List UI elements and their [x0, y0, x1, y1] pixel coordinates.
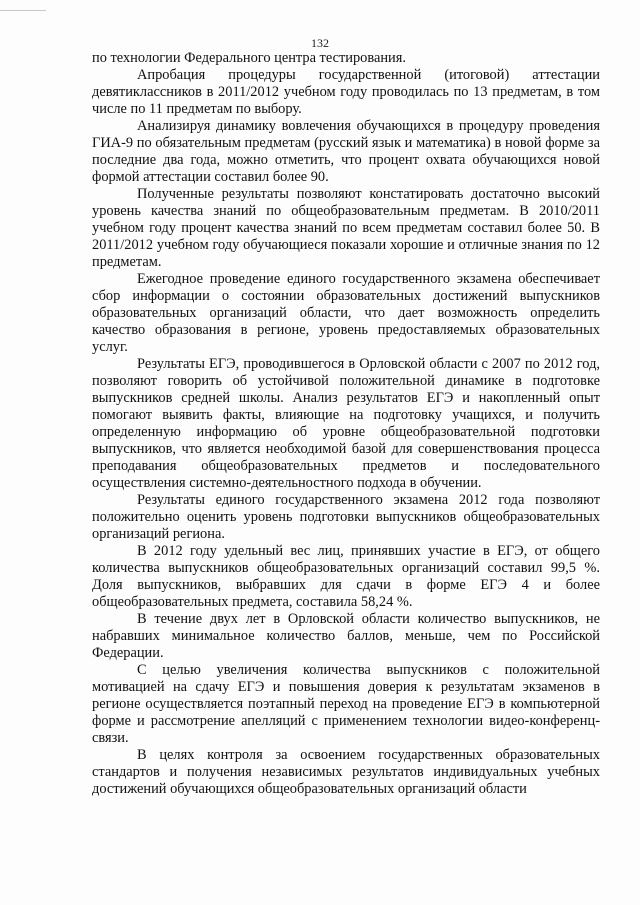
paragraph-ege-results-2007-2012: Результаты ЕГЭ, проводившегося в Орловской области с 2007 по 2012 год, позволяют говорить об устойчивой положительной динамике в подготовке выпускников средней школы. Анализ результатов ЕГЭ и накопленный опыт помогают выявить факты, влияющие на подготовку учащихся, и получить определенную информацию об уровне общеобразовательной подготовки выпускников, что является необходимой базой для совершенствования процесса преподавания общеобразовательных предметов и последовательного осуществления системно-деятельностного подхода в обучении. — [92, 356, 600, 491]
paragraph-gia9-approbation: Апробация процедуры государственной (итоговой) аттестации девятиклассников в 2011/2012 учебном году проводилась по 13 предметам, в том числе по 11 предметам по выбору. — [92, 67, 600, 117]
page-number: 132 — [311, 36, 329, 50]
paragraph-ege-annual: Ежегодное проведение единого государственного экзамена обеспечивает сбор информации о состоянии образовательных достижений выпускников образовательных организаций области, что дает возможность определить качество образования в регионе, уровень предоставляемых образовательных услуг. — [92, 271, 600, 355]
paragraph-gia9-coverage: Анализируя динамику вовлечения обучающихся в процедуру проведения ГИА-9 по обязательным предметам (русский язык и математика) в новой форме за последние два года, можно отметить, что процент охвата обучающихся новой формой аттестации составил более 90. — [92, 118, 600, 185]
paragraph-knowledge-quality: Полученные результаты позволяют констатировать достаточно высокий уровень качества знаний по общеобразовательным предметам. В 2010/2011 учебном году процент качества знаний по всем предметам составил более 50. В 2011/2012 учебном году обучающиеся показали хорошие и отличные знания по 12 предметам. — [92, 186, 600, 270]
paragraph-ege-2012-results: Результаты единого государственного экзамена 2012 года позволяют положительно оценить уровень подготовки выпускников общеобразовательных организаций региона. — [92, 492, 600, 542]
paragraph-ege-participation-share: В 2012 году удельный вес лиц, принявших участие в ЕГЭ, от общего количества выпускников общеобразовательных организаций составил 99,5 %. Доля выпускников, выбравших для сдачи в форме ЕГЭ 4 и более общеобразовательных предмета, составила 58,24 %. — [92, 543, 600, 610]
paragraph-standards-control: В целях контроля за освоением государственных образовательных стандартов и получения независимых результатов индивидуальных учебных достижений обучающихся общеобразовательных организаций области — [92, 747, 600, 797]
paragraph-computer-form: С целью увеличения количества выпускников с положительной мотивацией на сдачу ЕГЭ и повышения доверия к результатам экзаменов в регионе осуществляется поэтапный переход на проведение ЕГЭ в компьютерной форме и рассмотрение апелляций с применением технологии видео-конференц-связи. — [92, 662, 600, 746]
document-body — [92, 50, 600, 798]
paragraph-minimum-score: В течение двух лет в Орловской области количество выпускников, не набравших минимальное количество баллов, меньше, чем по Российской Федерации. — [92, 611, 600, 661]
scan-edge-mark — [0, 10, 46, 11]
paragraph-continuation: по технологии Федерального центра тестирования. — [92, 50, 406, 66]
